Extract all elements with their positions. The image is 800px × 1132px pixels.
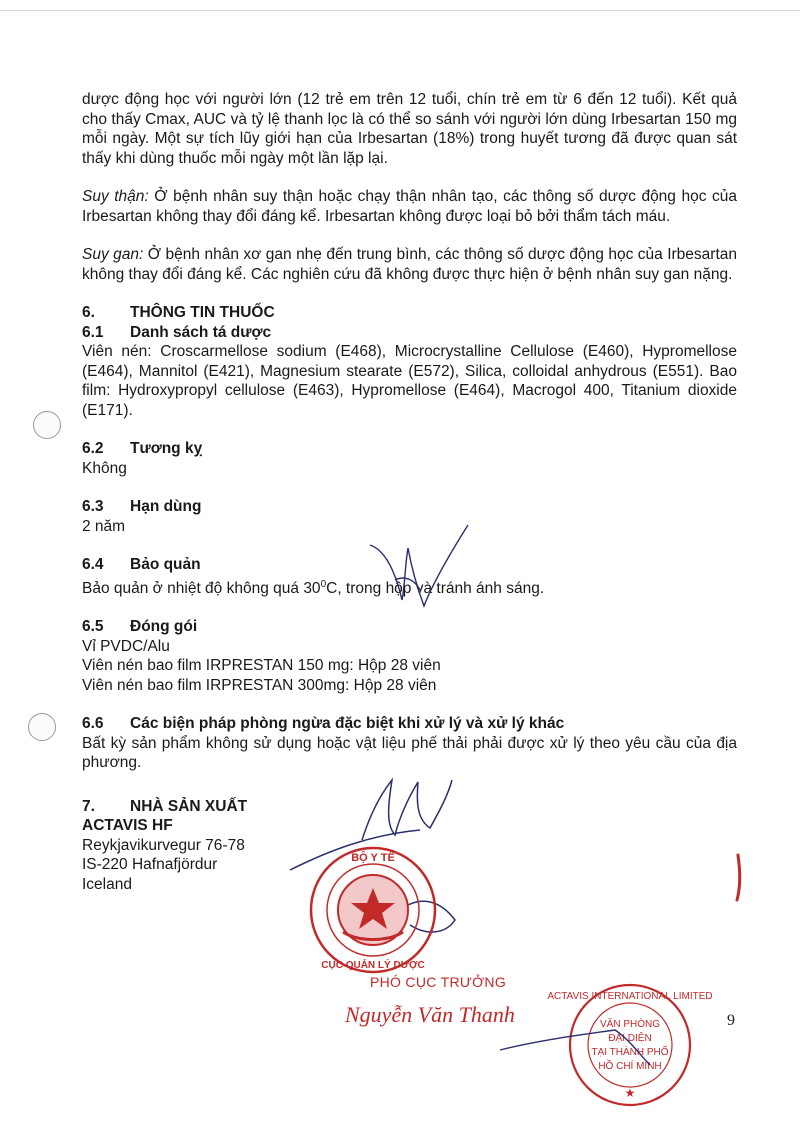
manufacturer-address-line: IS-220 Hafnafjördur bbox=[82, 856, 218, 874]
renal-text: Ở bệnh nhân suy thận hoặc chạy thận nhân tạo, các thông số dược động học của Irbesartan không thay đổi đáng kể. Irbesartan không được loại bỏ bởi thẩm tách máu. bbox=[82, 188, 737, 225]
section-6-4-number: 6.4 bbox=[82, 556, 104, 573]
svg-text:★: ★ bbox=[624, 1086, 636, 1100]
section-6-6-heading bbox=[82, 714, 737, 734]
storage-text-before: Bảo quản ở nhiệt độ không quá 30 bbox=[82, 579, 321, 597]
hepatic-label: Suy gan: bbox=[82, 246, 144, 263]
packaging-line: Viên nén bao film IRPRESTAN 150 mg: Hộp 28 viên bbox=[82, 657, 441, 675]
degree-superscript: 0 bbox=[320, 578, 327, 590]
red-margin-mark bbox=[737, 855, 740, 900]
packaging-line: Vỉ PVDC/Alu bbox=[82, 637, 170, 655]
shelf-life-text: 2 năm bbox=[82, 517, 126, 535]
section-6-title: THÔNG TIN THUỐC bbox=[130, 304, 275, 321]
manufacturer-address-line: Reykjavikurvegur 76-78 bbox=[82, 836, 245, 854]
company-signature bbox=[500, 1030, 650, 1065]
section-6-heading bbox=[82, 303, 737, 323]
punch-hole-lower bbox=[28, 713, 56, 741]
svg-text:CỤC QUẢN LÝ DƯỢC: CỤC QUẢN LÝ DƯỢC bbox=[321, 960, 425, 971]
excipients-text: Viên nén: Croscarmellose sodium (E468), Microcrystalline Cellulose (E460), Hypromellose (E464), Mannitol (E421), Magnesium stearate (E572), Silica, colloidal anhydrous (E551). Bao film: Hydroxypropyl cellulose (E463), Hypromellose (E464), Macrogol 400, Titanium dioxide (E171). bbox=[82, 343, 737, 419]
ministry-seal-text: BỘ Y TẾ bbox=[351, 852, 395, 864]
section-6-5-title: Đóng gói bbox=[130, 618, 198, 636]
storage-text-after: C, trong hộp và tránh ánh sáng. bbox=[326, 579, 545, 597]
section-6-1-heading bbox=[82, 323, 737, 343]
section-6-5-number: 6.5 bbox=[82, 618, 104, 636]
svg-text:HỒ CHÍ MINH: HỒ CHÍ MINH bbox=[598, 1061, 662, 1072]
renal-label: Suy thận: bbox=[82, 188, 149, 205]
section-6-3-heading bbox=[82, 497, 737, 517]
manufacturer-name: ACTAVIS HF bbox=[82, 817, 173, 835]
svg-text:ĐẠI DIỆN: ĐẠI DIỆN bbox=[608, 1033, 652, 1044]
section-6-5-heading bbox=[82, 617, 737, 637]
svg-text:TẠI THÀNH PHỐ: TẠI THÀNH PHỐ bbox=[591, 1047, 669, 1058]
scan-edge-line bbox=[0, 10, 800, 11]
section-6-2-number: 6.2 bbox=[82, 440, 104, 457]
page-number: 9 bbox=[727, 1012, 735, 1029]
signer-title: PHÓ CỤC TRƯỞNG bbox=[370, 974, 507, 990]
manufacturer-address-line: Iceland bbox=[82, 875, 132, 893]
section-6-2-title: Tương kỵ bbox=[130, 440, 203, 457]
section-6-number: 6. bbox=[82, 304, 95, 321]
renal-impairment-paragraph bbox=[82, 187, 737, 226]
pk-continuation-paragraph: dược động học với người lớn (12 trẻ em trên 12 tuổi, chín trẻ em từ 6 đến 12 tuổi). Kết quả cho thấy Cmax, AUC và tỷ lệ thanh lọc là có thể so sánh với người lớn dùng Irbesartan 150 mg mỗi ngày. Một sự tích lũy giới hạn của Irbesartan (18%) trong huyết tương đã được quan sát thấy khi dùng thuốc mỗi ngày một lần lặp lại. bbox=[82, 91, 737, 167]
section-6-3-number: 6.3 bbox=[82, 498, 104, 515]
section-6-1-number: 6.1 bbox=[82, 323, 104, 341]
section-6-2-heading bbox=[82, 439, 737, 459]
svg-text:VĂN PHÒNG: VĂN PHÒNG bbox=[599, 1019, 661, 1030]
signer-name: Nguyễn Văn Thanh bbox=[345, 1002, 515, 1027]
storage-text bbox=[82, 575, 737, 599]
packaging-line: Viên nén bao film IRPRESTAN 300mg: Hộp 28 viên bbox=[82, 676, 437, 694]
section-7-heading bbox=[82, 797, 737, 817]
incompatibilities-text: Không bbox=[82, 459, 127, 477]
section-6-6-number: 6.6 bbox=[82, 715, 104, 733]
disposal-text: Bất kỳ sản phẩm không sử dụng hoặc vật liệu phế thải phải được xử lý theo yêu cầu của địa phương. bbox=[82, 734, 737, 772]
section-6-6-title: Các biện pháp phòng ngừa đặc biệt khi xử lý và xử lý khác bbox=[130, 715, 565, 733]
section-6-3-title: Hạn dùng bbox=[130, 498, 202, 515]
document-body bbox=[82, 90, 737, 894]
section-6-1-title: Danh sách tá dược bbox=[130, 323, 272, 341]
section-6-4-title: Bảo quản bbox=[130, 556, 201, 573]
section-7-number: 7. bbox=[82, 797, 95, 815]
hepatic-impairment-paragraph bbox=[82, 245, 737, 284]
company-seal-ring: ACTAVIS INTERNATIONAL LIMITED bbox=[547, 991, 713, 1002]
punch-hole-upper bbox=[33, 411, 61, 439]
company-seal bbox=[547, 985, 712, 1105]
section-7-title: NHÀ SẢN XUẤT bbox=[130, 797, 248, 815]
hepatic-text: Ở bệnh nhân xơ gan nhẹ đến trung bình, các thông số dược động học của Irbesartan không thay đổi đáng kể. Các nghiên cứu đã không được thực hiện ở bệnh nhân suy gan nặng. bbox=[82, 246, 737, 283]
section-6-4-heading bbox=[82, 555, 737, 575]
